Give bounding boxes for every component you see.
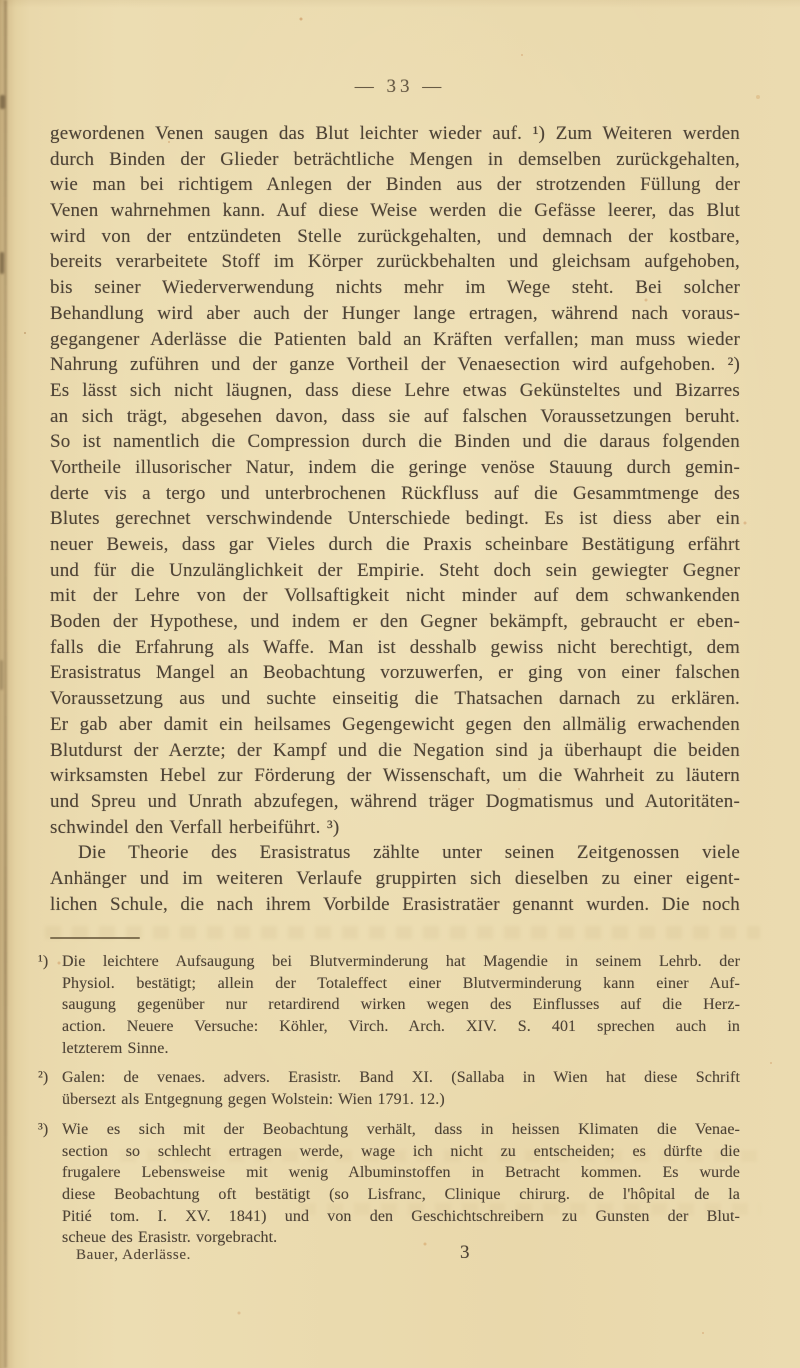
text-line: an sich trägt, abgesehen davon, dass sie auf falschen Voraussetzungen beruht. (50, 405, 740, 427)
text-line: Anhänger und im weiteren Verlaufe gruppirten sich dieselben zu einer eigent- (50, 867, 740, 889)
footnote-line: übersezt als Entgegnung gegen Wolstein: Wien 1791. 12.) (62, 1091, 445, 1109)
text-line: falls die Erfahrung als Waffe. Man ist desshalb gewiss nicht berechtigt, dem (50, 636, 740, 658)
footnote-line: ³) Wie es sich mit der Beobachtung verhält, dass in heissen Klimaten die Venae- (62, 1119, 740, 1141)
text-line: Vortheile illusorischer Natur, indem die geringe venöse Stauung durch gemin- (50, 456, 740, 478)
sheet-signature-number: 3 (460, 1242, 470, 1263)
text-line: Voraussetzung aus und suchte einseitig die Thatsachen darnach zu erklären. (50, 688, 740, 710)
footnotes-section (38, 951, 740, 1257)
text-line: derte vis a tergo und unterbrochenen Rückfluss auf die Gesammtmenge des (50, 482, 740, 504)
page-edge-mark (0, 660, 3, 690)
page-edge-mark (0, 252, 4, 274)
text-line: mit der Lehre von der Vollsaftigkeit nicht minder auf dem schwankenden (50, 585, 740, 607)
footnote-line: Pitié tom. I. XV. 1841) und von den Geschichtschreibern zu Gunsten der Blut- (62, 1207, 740, 1225)
text-line: Die Theorie des Erasistratus zählte unter seinen Zeitgenossen viele (78, 842, 740, 864)
footnote (38, 1067, 740, 1110)
footnote (38, 951, 740, 1059)
text-line: neuer Beweis, dass gar Vieles durch die Praxis scheinbare Bestätigung erfährt (50, 534, 740, 555)
text-line: Erasistratus Mangel an Beobachtung vorzuwerfen, er ging von einer falschen (50, 662, 740, 684)
footnote-line: section so schlecht ertragen werde, wage ich nicht zu entscheiden; es dürfte die (62, 1142, 740, 1160)
footnote-marker: ¹) (38, 953, 49, 970)
footnote-marker: ³) (38, 1120, 49, 1138)
text-line: Er gab aber damit ein heilsames Gegengewicht gegen den allmälig erwachenden (50, 713, 740, 735)
text-line: und Spreu und Unrath abzufegen, während träger Dogmatismus und Autoritäten- (50, 790, 740, 812)
text-line: Boden der Hypothese, und indem er den Gegner bekämpft, gebraucht er eben- (50, 611, 740, 633)
footnote-line: diese Beobachtung oft bestätigt (so Lisfranc, Clinique chirurg. de l'hôpital de la (62, 1185, 740, 1203)
publisher-line: Bauer, Aderlässe. (76, 1247, 191, 1263)
text-line: Es lässt sich nicht läugnen, dass diese Lehre etwas Gekünsteltes und Bizarres (50, 379, 740, 401)
text-line: Venen wahrnehmen kann. Auf diese Weise werden die Gefässe leerer, das Blut (50, 200, 740, 222)
footnote-line: letzterem Sinne. (62, 1039, 169, 1057)
footnote-line: frugalere Lebensweise mit wenig Albuminstoffen in Betracht kommen. Es wurde (62, 1164, 740, 1182)
text-line: gewordenen Venen saugen das Blut leichter wieder auf. ¹) Zum Weiteren werden (50, 123, 740, 144)
text-line: Nahrung zuführen und der ganze Vortheil der Venaesection wird aufgehoben. ²) (50, 354, 740, 376)
footnote-line: scheue des Erasistr. vorgebracht. (62, 1229, 278, 1247)
text-line: Blutes gerechnet verschwindende Unterschiede bedingt. Es ist diess aber ein (50, 508, 740, 530)
footnote-line: action. Neuere Versuche: Köhler, Virch. Arch. XIV. S. 401 sprechen auch in (62, 1018, 740, 1036)
text-line: Behandlung wird aber auch der Hunger lange ertragen, während nach voraus- (50, 302, 740, 324)
text-line: wird von der entzündeten Stelle zurückgehalten, und demnach der kostbare, (50, 225, 740, 247)
text-line: gegangener Aderlässe die Patienten bald an Kräften verfallen; man muss wieder (50, 328, 740, 350)
footnote-line: Physiol. bestätigt; allein der Totaleffect einer Blutverminderung kann einer Auf- (62, 974, 740, 992)
text-line: lichen Schule, die nach ihrem Vorbilde Erasistratäer genannt wurden. Die noch (50, 893, 740, 915)
footnote (38, 1119, 740, 1249)
text-line: und für die Unzulänglichkeit der Empirie. Steht doch sein gewiegter Gegner (50, 559, 740, 581)
footnote-line: ¹) Die leichtere Aufsaugung bei Blutverminderung hat Magendie in seinem Lehrb. der (62, 951, 740, 973)
footnote-separator-rule (50, 937, 140, 939)
text-line: bereits verarbeitete Stoff im Körper zurückbehalten und gleichsam aufgehoben, (50, 251, 740, 273)
page-number: — 33 — (354, 76, 446, 97)
text-line: wie man bei richtigem Anlegen der Binden aus der strotzenden Füllung der (50, 174, 740, 196)
footnote-line: ²) Galen: de venaes. advers. Erasistr. Band XI. (Sallaba in Wien hat diese Schrift (62, 1067, 740, 1089)
show-through-artifact (45, 926, 760, 939)
footnote-marker: ²) (38, 1069, 49, 1087)
text-line: Blutdurst der Aerzte; der Kampf und die Negation sind ja überhaupt die beiden (50, 739, 740, 761)
body-text (50, 121, 740, 917)
text-line: So ist namentlich die Compression durch die Binden und die daraus folgenden (50, 431, 740, 453)
text-line: durch Binden der Glieder beträchtliche Mengen in demselben zurückgehalten, (50, 148, 740, 170)
footnote-line: saugung gegenüber nur retardirend wirken wegen des Einflusses auf die Herz- (62, 996, 740, 1014)
text-line: bis seiner Wiederverwendung nichts mehr im Wege steht. Bei solcher (50, 277, 740, 299)
text-line: schwindel den Verfall herbeiführt. ³) (50, 816, 340, 838)
text-line: wirksamsten Hebel zur Förderung der Wissenschaft, um die Wahrheit zu läutern (50, 765, 740, 787)
